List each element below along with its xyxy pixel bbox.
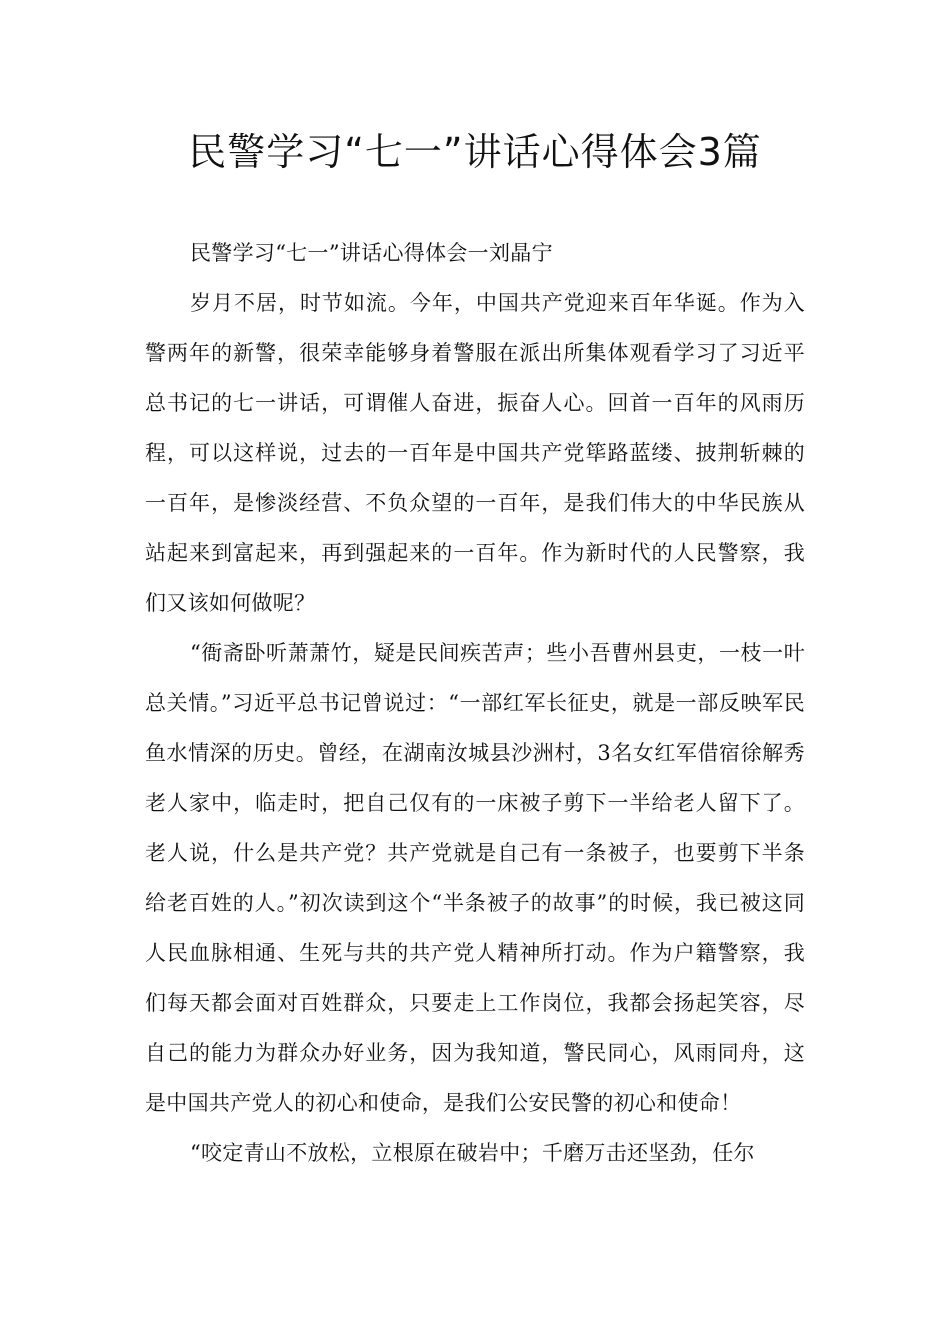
section-subtitle: 民警学习“七一”讲话心得体会一刘晶宁 [190,241,553,265]
paragraph-2: “衙斋卧听萧萧竹，疑是民间疾苦声；些小吾曹州县吏，一枝一叶总关情。”习近平总书记曾说过：“一部红军长征史，就是一部反映军民鱼水情深的历史。曾经，在湖南汝城县沙洲村，3名女红军借宿徐解秀老人家中，临走时，把自己仅有的一床被子剪下一半给老人留下了。老人说，什么是共产党？共产党就是自己有一条被子，也要剪下半条给老百姓的人。”初次读到这个“半条被子的故事”的时候，我已被这同人民血脉相通、生死与共的共产党人精神所打动。作为户籍警察，我们每天都会面对百姓群众，只要走上工作岗位，我都会扬起笑容，尽自己的能力为群众办好业务，因为我知道，警民同心，风雨同舟，这是中国共产党人的初心和使命，是我们公安民警的初心和使命！ [145,641,805,1115]
paragraph-1: 岁月不居，时节如流。今年，中国共产党迎来百年华诞。作为入警两年的新警，很荣幸能够身着警服在派出所集体观看学习了习近平总书记的七一讲话，可谓催人奋进，振奋人心。回首一百年的风雨历程，可以这样说，过去的一百年是中国共产党筚路蓝缕、披荆斩棘的一百年，是惨淡经营、不负众望的一百年，是我们伟大的中华民族从站起来到富起来，再到强起来的一百年。作为新时代的人民警察，我们又该如何做呢？ [145,291,805,615]
paragraph-3: “咬定青山不放松，立根原在破岩中；千磨万击还坚劲，任尔 [190,1141,755,1165]
document-body [145,228,805,1178]
document-title: 民警学习“七一”讲话心得体会3篇 [188,130,762,174]
